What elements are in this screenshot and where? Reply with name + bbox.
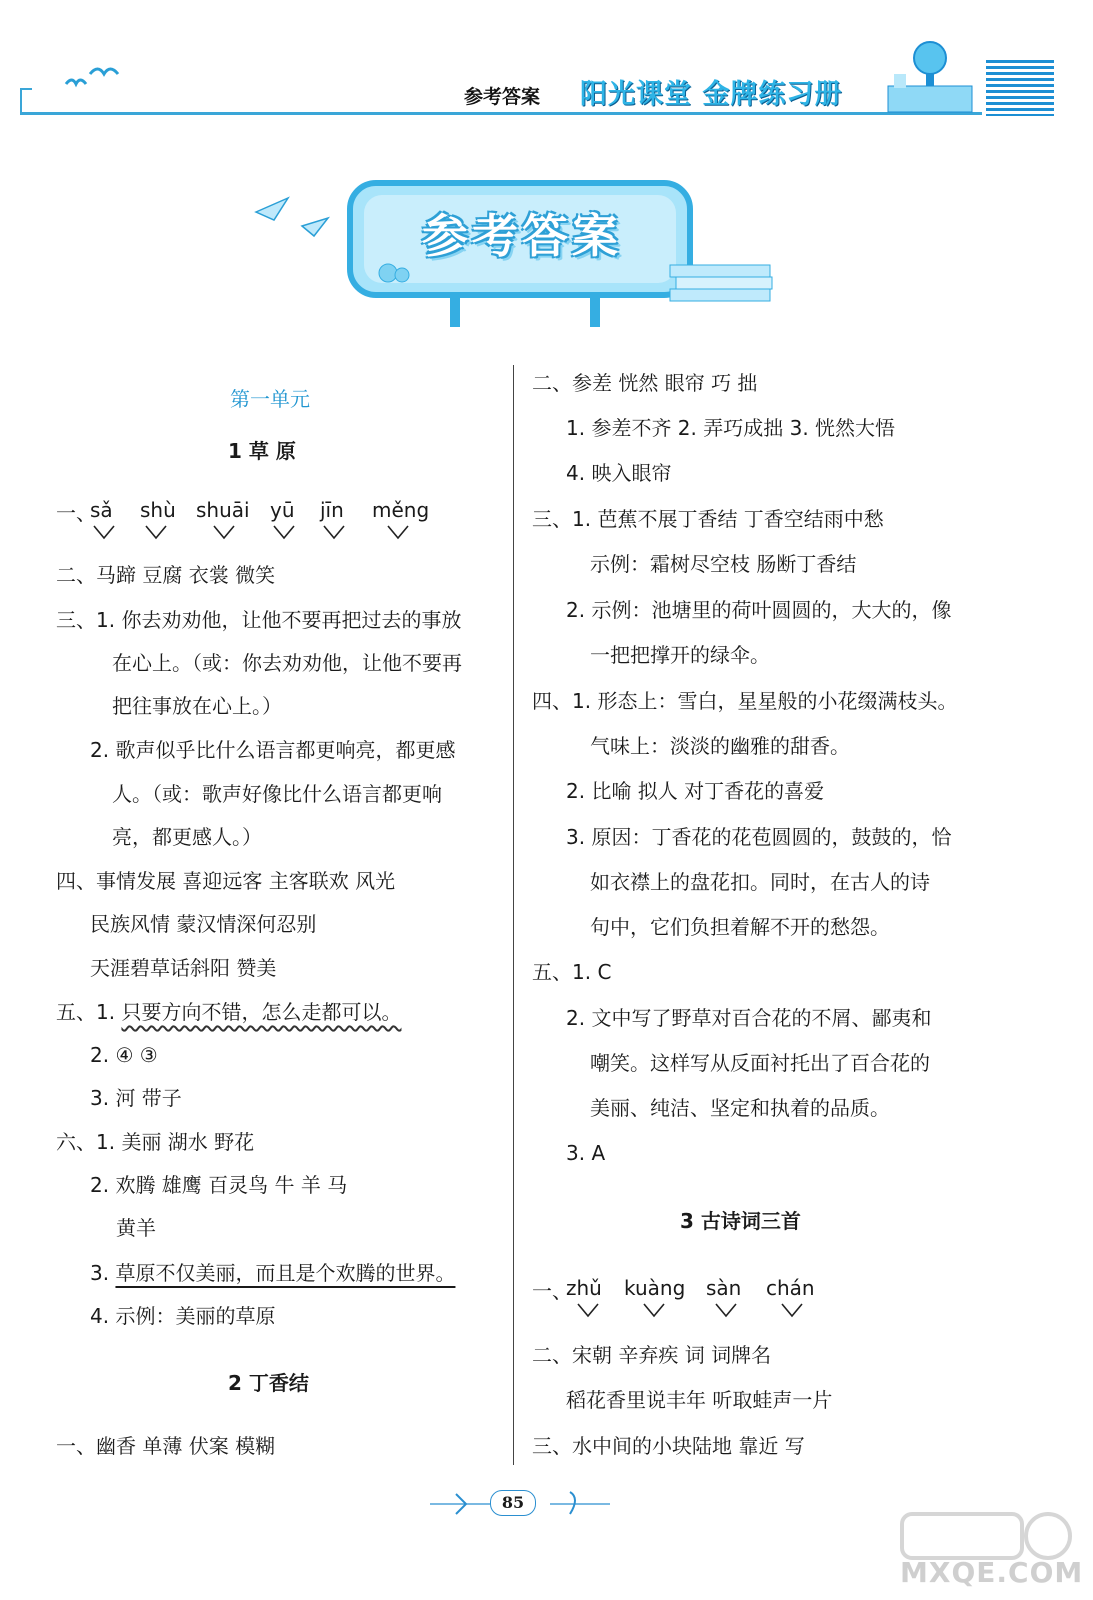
check-mark-icon bbox=[144, 524, 168, 540]
paper-plane-icon bbox=[252, 190, 332, 240]
l1-q1-prefix: 一、 bbox=[56, 501, 96, 525]
l1-q5-3: 3. 河 带子 bbox=[90, 1086, 182, 1110]
l2-q4c: 2. 比喻 拟人 对丁香花的喜爱 bbox=[566, 779, 825, 803]
check-mark-icon bbox=[212, 524, 236, 540]
l2-q2a: 二、参差 恍然 眼帘 巧 拙 bbox=[532, 371, 758, 395]
unit-title: 第一单元 bbox=[230, 387, 310, 411]
l1-q4a: 四、事情发展 喜迎远客 主客联欢 风光 bbox=[56, 869, 396, 893]
l3-q2b: 稻花香里说丰年 听取蛙声一片 bbox=[566, 1388, 833, 1412]
l1-q6-2b: 黄羊 bbox=[116, 1216, 156, 1240]
check-mark-icon bbox=[780, 1302, 804, 1318]
pinyin-item: yū bbox=[270, 498, 295, 522]
l2-q4e: 如衣襟上的盘花扣。同时，在古人的诗 bbox=[590, 870, 930, 894]
header-stripes bbox=[986, 60, 1054, 116]
l1-q6-3-answer: 草原不仅美丽，而且是个欢腾的世界。 bbox=[115, 1261, 456, 1285]
l2-q5b: 2. 文中写了野草对百合花的不屑、鄙夷和 bbox=[566, 1006, 932, 1030]
pinyin-item: jīn bbox=[320, 498, 344, 522]
column-divider bbox=[513, 365, 514, 1465]
l2-q4a: 四、1. 形态上：雪白，星星般的小花缀满枝头。 bbox=[532, 689, 958, 713]
l2-q5d: 美丽、纯洁、坚定和执着的品质。 bbox=[590, 1096, 890, 1120]
l1-q2: 二、马蹄 豆腐 衣裳 微笑 bbox=[56, 563, 276, 587]
l3-q1-prefix: 一、 bbox=[532, 1279, 572, 1303]
check-mark-icon bbox=[272, 524, 296, 540]
check-mark-icon bbox=[642, 1302, 666, 1318]
birds-icon bbox=[60, 60, 140, 100]
pinyin-item: chán bbox=[766, 1276, 815, 1300]
pinyin-item: sǎ bbox=[90, 498, 113, 522]
l2-q5e: 3. A bbox=[566, 1141, 606, 1165]
page-number: 85 bbox=[490, 1490, 536, 1516]
l1-q5-1-prefix: 五、1. bbox=[56, 1000, 122, 1024]
check-mark-icon bbox=[714, 1302, 738, 1318]
check-mark-icon bbox=[92, 524, 116, 540]
check-mark-icon bbox=[576, 1302, 600, 1318]
l1-q6-3-prefix: 3. bbox=[90, 1261, 116, 1285]
l2-q4b: 气味上：淡淡的幽雅的甜香。 bbox=[590, 734, 850, 758]
l2-q3b: 示例：霜树尽空枝 肠断丁香结 bbox=[590, 552, 857, 576]
globe-icon bbox=[868, 30, 978, 114]
l1-q3-1c: 把往事放在心上。） bbox=[112, 694, 282, 718]
l2-q3a: 三、1. 芭蕉不展丁香结 丁香空结雨中愁 bbox=[532, 507, 884, 531]
header-section-label: 参考答案 bbox=[464, 86, 541, 108]
l1-q5-1-answer: 只要方向不错，怎么走都可以。 bbox=[121, 1000, 402, 1024]
header-brand: 阳光课堂 金牌练习册 bbox=[580, 79, 843, 110]
l2-q3d: 一把把撑开的绿伞。 bbox=[590, 643, 770, 667]
check-mark-icon bbox=[386, 524, 410, 540]
l2-q4d: 3. 原因：丁香花的花苞圆圆的，鼓鼓的，恰 bbox=[566, 825, 952, 849]
lesson-2-title: 2 丁香结 bbox=[228, 1371, 309, 1395]
l1-q3-2b: 人。（或：歌声好像比什么语言都更响 bbox=[112, 782, 442, 806]
l1-q5-1 bbox=[56, 999, 401, 1025]
pinyin-item: sàn bbox=[706, 1276, 742, 1300]
l1-q6-3 bbox=[90, 1260, 455, 1286]
l1-q3-2a: 2. 歌声似乎比什么语言都更响亮，都更感 bbox=[90, 738, 456, 762]
l2-q2c: 4. 映入眼帘 bbox=[566, 461, 672, 485]
l3-q3: 三、水中间的小块陆地 靠近 写 bbox=[532, 1434, 805, 1458]
l1-q6-4: 4. 示例：美丽的草原 bbox=[90, 1304, 276, 1328]
header-rule bbox=[20, 112, 982, 115]
lesson-3-title: 3 古诗词三首 bbox=[680, 1209, 801, 1233]
l1-q3-1a: 三、1. 你去劝劝他，让他不要再把过去的事放 bbox=[56, 608, 462, 632]
l2-q5c: 嘲笑。这样写从反面衬托出了百合花的 bbox=[590, 1051, 930, 1075]
pinyin-item: zhǔ bbox=[566, 1276, 602, 1300]
l1-q3-1b: 在心上。（或：你去劝劝他，让他不要再 bbox=[112, 651, 462, 675]
banner-title: 参考答案 bbox=[422, 209, 622, 263]
watermark-text: MXQE.COM bbox=[900, 1556, 1084, 1589]
pinyin-item: měng bbox=[372, 498, 430, 522]
lesson-1-title: 1 草 原 bbox=[228, 439, 296, 463]
pinyin-item: shuāi bbox=[196, 498, 250, 522]
l1-q4c: 天涯碧草话斜阳 赞美 bbox=[90, 956, 277, 980]
l1-q6-2a: 2. 欢腾 雄鹰 百灵鸟 牛 羊 马 bbox=[90, 1173, 348, 1197]
pinyin-item: kuàng bbox=[624, 1276, 686, 1300]
l3-q2a: 二、宋朝 辛弃疾 词 词牌名 bbox=[532, 1343, 772, 1367]
pinyin-item: shù bbox=[140, 498, 176, 522]
l1-q6-1: 六、1. 美丽 湖水 野花 bbox=[56, 1130, 255, 1154]
l1-q4b: 民族风情 蒙汉情深何忍别 bbox=[90, 912, 317, 936]
l2-q5a: 五、1. C bbox=[532, 960, 612, 984]
l1-q3-2c: 亮，都更感人。） bbox=[112, 825, 262, 849]
check-mark-icon bbox=[322, 524, 346, 540]
l2-q3c: 2. 示例：池塘里的荷叶圆圆的，大大的，像 bbox=[566, 598, 952, 622]
l2-q1: 一、幽香 单薄 伏案 模糊 bbox=[56, 1434, 276, 1458]
l1-q5-2: 2. ④ ③ bbox=[90, 1043, 158, 1067]
l2-q2b: 1. 参差不齐 2. 弄巧成拙 3. 恍然大悟 bbox=[566, 416, 896, 440]
l2-q4f: 句中，它们负担着解不开的愁怨。 bbox=[590, 915, 890, 939]
